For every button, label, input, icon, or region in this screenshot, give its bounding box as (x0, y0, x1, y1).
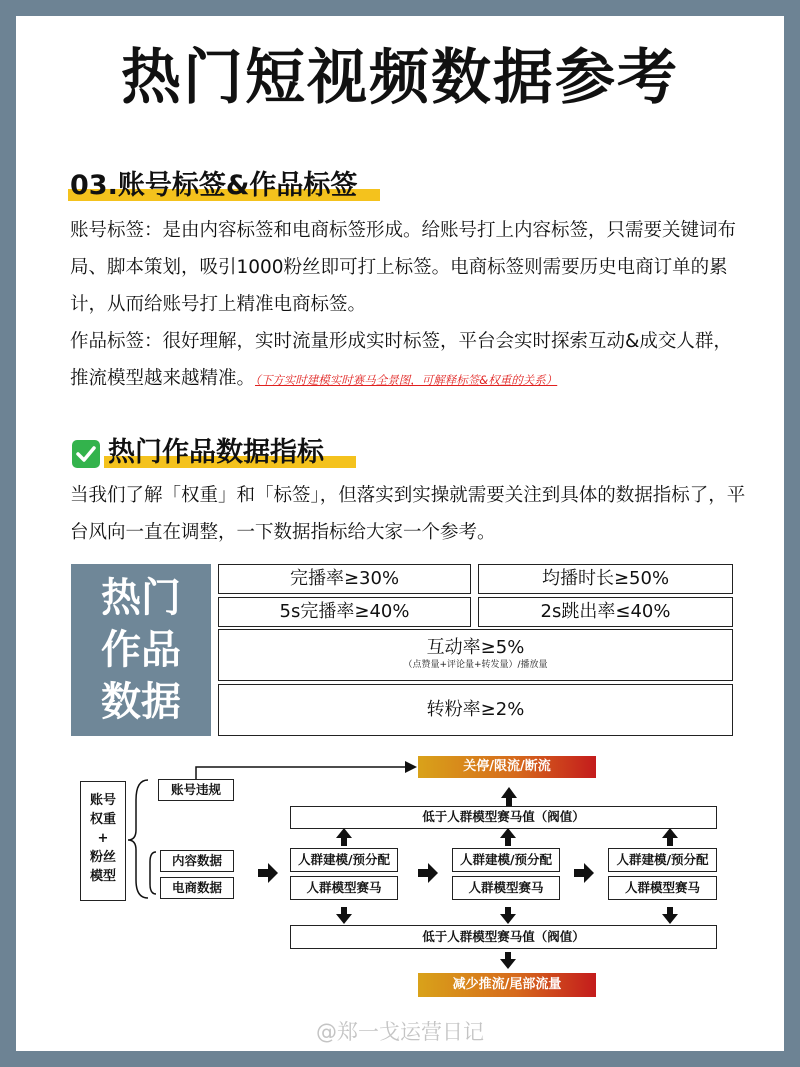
racing-box-3: 人群模型赛马 (608, 876, 717, 900)
modeling-box-3: 人群建模/预分配 (608, 848, 717, 872)
account-tag-paragraph: 账号标签：是由内容标签和电商标签形成。给账号打上内容标签，只需要关键词布局、脚本策划，吸引1000粉丝即可打上标签。电商标签则需要历史电商订单的累计，从而给账号打上精准电商标签。 (70, 220, 737, 315)
section2-heading: 热门作品数据指标 (108, 437, 324, 468)
page-title: 热门短视频数据参考 (121, 43, 679, 113)
completion-rate-box: 完播率≥30% (218, 564, 471, 594)
metrics-intro-paragraph: 当我们了解「权重」和「标签」，但落实到实操就需要关注到具体的数据指标了，平台风向一直在调整，一下数据指标给大家一个参考。 (70, 485, 746, 543)
racing-box-2: 人群模型赛马 (452, 876, 560, 900)
ecommerce-data-box: 电商数据 (160, 877, 234, 899)
arrow-up-icon (336, 828, 352, 846)
five-s-completion-box: 5s完播率≥40% (218, 597, 471, 627)
arrow-down-icon (500, 907, 516, 924)
section1-heading: 03.账号标签&作品标签 (70, 170, 358, 201)
check-icon (72, 440, 100, 468)
two-s-bounce-box: 2s跳出率≤40% (478, 597, 733, 627)
below-threshold-bottom: 低于人群模型赛马值（阀值） (290, 925, 717, 949)
arrow-right-icon (418, 863, 438, 883)
arrow-up-icon (500, 828, 516, 846)
metrics-label-line: 作品 (101, 627, 181, 673)
account-weight-line: + (97, 831, 109, 846)
arrow-down-icon (500, 952, 516, 969)
arrow-right-icon (574, 863, 594, 883)
avg-play-duration-box: 均播时长≥50% (478, 564, 733, 594)
racing-box-1: 人群模型赛马 (290, 876, 398, 900)
account-weight-line: 粉丝 (89, 850, 116, 865)
stop-traffic-bar: 关停/限流/断流 (418, 756, 596, 778)
reduce-traffic-bar: 减少推流/尾部流量 (418, 973, 596, 997)
account-weight-line: 模型 (89, 869, 116, 884)
modeling-box-2: 人群建模/预分配 (452, 848, 560, 872)
watermark: @郑一戈运营日记 (316, 1020, 484, 1044)
violation-box: 账号违规 (158, 779, 234, 801)
account-weight-line: 账号 (89, 793, 116, 808)
work-tag-text: 作品标签：很好理解，实时流量形成实时标签，平台会实时探索互动&成交人群，推流模型越来越精准。 (70, 331, 732, 389)
account-weight-box (80, 781, 126, 901)
metrics-label-line: 数据 (101, 679, 181, 725)
arrow-up-icon (662, 828, 678, 846)
interaction-formula: （点赞量+评论量+转发量）/播放量 (403, 660, 548, 670)
modeling-box-1: 人群建模/预分配 (290, 848, 398, 872)
arrow-down-icon (336, 907, 352, 924)
arrow-up-icon (501, 787, 517, 806)
account-weight-line: 权重 (89, 812, 116, 827)
content-data-box: 内容数据 (160, 850, 234, 872)
follow-rate-box: 转粉率≥2% (218, 684, 733, 736)
arrow-right-icon (258, 863, 278, 883)
below-threshold-top: 低于人群模型赛马值（阀值） (290, 806, 717, 829)
arrow-down-icon (662, 907, 678, 924)
interaction-rate-value: 互动率≥5% (426, 637, 525, 658)
diagram-note: （下方实时建模实时赛马全景图，可解释标签&权重的关系） (255, 373, 558, 387)
metrics-label-line: 热门 (101, 575, 181, 621)
